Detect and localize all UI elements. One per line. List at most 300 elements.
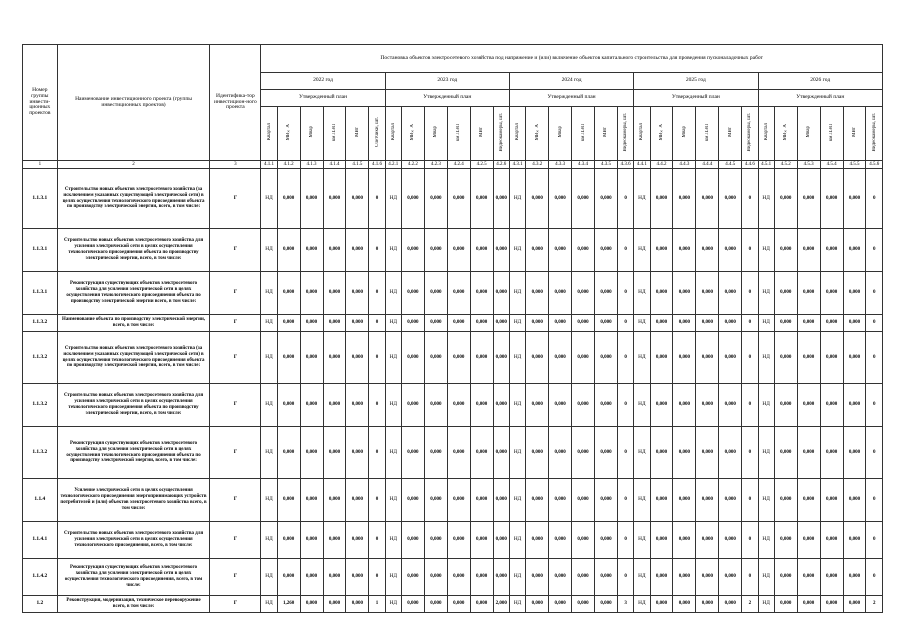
unit-header-0-5: [369, 107, 385, 161]
unit-header-3-5: [742, 107, 758, 161]
row-value-cell: 0,000: [843, 315, 866, 332]
row-value-cell: 0,000: [820, 169, 843, 229]
row-value-cell: 0,000: [346, 315, 369, 332]
table-row: [23, 522, 883, 559]
row-value-cell: НД: [385, 315, 401, 332]
approved-plan-header-0: Утвержденный план: [261, 90, 385, 107]
row-value-cell: 0: [617, 479, 633, 522]
column-number-cell: 4.4.4: [696, 161, 719, 169]
row-value-cell: 0,000: [424, 332, 447, 384]
row-value-cell: 0,000: [595, 522, 618, 559]
row-value-cell: НД: [758, 559, 774, 596]
row-value-cell: 0: [866, 332, 883, 384]
approved-plan-header-1: Утвержденный план: [385, 90, 509, 107]
unit-header-label: км ЛЭП: [704, 123, 710, 141]
row-value-cell: 0,000: [696, 427, 719, 479]
row-project-name: Наименование объекта по производству электрической энергии, всего, в том числе:: [57, 315, 210, 332]
row-value-cell: 0: [866, 315, 883, 332]
column-number-cell: 4.2.3: [424, 161, 447, 169]
row-value-cell: НД: [634, 169, 650, 229]
row-value-cell: 0,000: [774, 559, 797, 596]
row-value-cell: НД: [385, 522, 401, 559]
column-number-cell: 4.3.6: [617, 161, 633, 169]
unit-header-label: МВ×А: [534, 123, 540, 141]
row-value-cell: 0,000: [300, 272, 323, 315]
unit-header-label: Видеокамеры, шт.: [747, 112, 753, 152]
row-value-cell: НД: [509, 384, 525, 427]
row-value-cell: 0,000: [820, 229, 843, 272]
unit-header-label: МВт: [354, 127, 360, 138]
row-value-cell: 0,000: [424, 559, 447, 596]
row-value-cell: 0,000: [470, 427, 493, 479]
unit-header-label: км ЛЭП: [456, 123, 462, 141]
row-value-cell: 0: [742, 229, 758, 272]
table-row: [23, 479, 883, 522]
row-value-cell: 0,000: [774, 479, 797, 522]
row-value-cell: 0,000: [774, 522, 797, 559]
row-value-cell: 1: [369, 596, 385, 613]
unit-header-label: Видеокамеры, шт.: [623, 112, 629, 152]
row-value-cell: 0: [742, 559, 758, 596]
row-value-cell: 0,000: [323, 384, 346, 427]
investment-program-table: [22, 44, 883, 613]
table-row: [23, 169, 883, 229]
row-value-cell: 0,000: [493, 315, 509, 332]
row-value-cell: 0,000: [277, 427, 300, 479]
row-value-cell: НД: [634, 522, 650, 559]
row-value-cell: 0,000: [595, 479, 618, 522]
row-value-cell: НД: [509, 596, 525, 613]
row-value-cell: 0,000: [696, 332, 719, 384]
row-value-cell: НД: [634, 272, 650, 315]
row-value-cell: 0,000: [696, 479, 719, 522]
unit-header-label: МВт: [603, 127, 609, 138]
identifier-header: Идентифика-тор инвестицион-ного проекта: [210, 45, 261, 161]
row-value-cell: 0,000: [797, 559, 820, 596]
column-number-cell: 4.5.5: [843, 161, 866, 169]
unit-header-3-2: [673, 107, 696, 161]
row-value-cell: 0,000: [673, 272, 696, 315]
row-value-cell: 0,000: [595, 427, 618, 479]
row-value-cell: 0,000: [774, 596, 797, 613]
row-project-name: Реконструкция существующих объектов электросетевого хозяйства для усиления электрической сети в целях осуществления технологического присоединения, всего, в том числе:: [57, 559, 210, 596]
row-value-cell: 0,000: [549, 332, 572, 384]
row-value-cell: 0,000: [650, 559, 673, 596]
row-value-cell: 0,000: [820, 596, 843, 613]
row-value-cell: НД: [509, 559, 525, 596]
row-value-cell: 0,000: [843, 272, 866, 315]
row-value-cell: 0,000: [797, 384, 820, 427]
row-value-cell: 0,000: [526, 559, 549, 596]
row-value-cell: 0,000: [526, 427, 549, 479]
row-value-cell: 0,000: [595, 332, 618, 384]
row-value-cell: 0,000: [424, 522, 447, 559]
row-value-cell: 0,000: [820, 522, 843, 559]
row-value-cell: 0,000: [719, 479, 742, 522]
row-value-cell: 0: [742, 169, 758, 229]
unit-header-4-0: [758, 107, 774, 161]
unit-header-2-2: [549, 107, 572, 161]
unit-header-1-3: [447, 107, 470, 161]
row-value-cell: 0,000: [572, 384, 595, 427]
row-value-cell: 0,000: [300, 332, 323, 384]
unit-header-4-4: [843, 107, 866, 161]
row-value-cell: 0,000: [300, 522, 323, 559]
row-value-cell: НД: [261, 384, 277, 427]
row-value-cell: 2,000: [493, 596, 509, 613]
row-value-cell: 0,000: [277, 169, 300, 229]
row-value-cell: 0: [742, 479, 758, 522]
row-value-cell: 0,000: [300, 384, 323, 427]
row-value-cell: 0: [369, 522, 385, 559]
row-identifier: Г: [210, 479, 261, 522]
row-value-cell: 0,000: [300, 596, 323, 613]
unit-header-label: Мвар: [557, 126, 563, 138]
column-number-cell: 4.4.2: [650, 161, 673, 169]
column-number-cell: 4.5.1: [758, 161, 774, 169]
row-value-cell: 0,000: [572, 479, 595, 522]
row-value-cell: 0: [369, 272, 385, 315]
row-value-cell: 0,000: [797, 427, 820, 479]
row-value-cell: 0,000: [277, 332, 300, 384]
row-value-cell: 0,000: [673, 479, 696, 522]
row-value-cell: 0,000: [650, 272, 673, 315]
row-value-cell: 0,000: [493, 522, 509, 559]
row-value-cell: 0: [866, 384, 883, 427]
row-value-cell: 0,000: [820, 315, 843, 332]
row-value-cell: 0,000: [843, 332, 866, 384]
row-value-cell: 0,000: [549, 315, 572, 332]
row-value-cell: 0,000: [572, 169, 595, 229]
unit-header-label: Мвар: [433, 126, 439, 138]
row-value-cell: 0,000: [493, 559, 509, 596]
row-project-name: Усиление электрической сети в целях осуществления технологического присоединения энергопринимающих устройств потребителей и (или) объектов электросетевого хозяйства всего, в том числе:: [57, 479, 210, 522]
row-value-cell: 0,000: [424, 427, 447, 479]
row-value-cell: НД: [261, 332, 277, 384]
row-value-cell: 0,000: [300, 315, 323, 332]
unit-header-label: МВ×А: [783, 123, 789, 141]
year-header-0: 2022 год: [261, 73, 385, 90]
row-value-cell: 0,000: [774, 169, 797, 229]
row-project-name: Строительство новых объектов электросетевого хозяйства для усиления электрической сети в целях осуществления технологического присоединения, всего, в том числе:: [57, 522, 210, 559]
row-code: 1.1.4: [23, 479, 58, 522]
row-value-cell: 0,000: [526, 384, 549, 427]
row-value-cell: 0,000: [719, 522, 742, 559]
row-value-cell: 0,000: [595, 229, 618, 272]
row-value-cell: 0,000: [719, 169, 742, 229]
row-value-cell: 0,000: [323, 332, 346, 384]
row-identifier: Г: [210, 596, 261, 613]
row-value-cell: 0: [369, 169, 385, 229]
row-value-cell: 0,000: [470, 332, 493, 384]
row-value-cell: 0,000: [401, 522, 424, 559]
row-value-cell: НД: [385, 272, 401, 315]
row-value-cell: 0,000: [719, 332, 742, 384]
row-value-cell: 0: [742, 384, 758, 427]
row-code: 1.2: [23, 596, 58, 613]
row-value-cell: 0,000: [346, 559, 369, 596]
row-value-cell: 0,000: [797, 169, 820, 229]
row-value-cell: 0,000: [526, 272, 549, 315]
unit-header-label: Мвар: [806, 126, 812, 138]
row-value-cell: 0,000: [447, 315, 470, 332]
row-value-cell: 0,000: [549, 596, 572, 613]
unit-header-label: Квартал: [639, 123, 645, 141]
row-value-cell: 0,000: [447, 272, 470, 315]
row-value-cell: 0,000: [447, 427, 470, 479]
row-value-cell: 0,000: [696, 229, 719, 272]
row-value-cell: 0,000: [323, 169, 346, 229]
investment-table-document: [22, 44, 883, 613]
table-row: [23, 272, 883, 315]
row-value-cell: 1,260: [277, 596, 300, 613]
row-identifier: Г: [210, 315, 261, 332]
year-header-4: 2026 год: [758, 73, 883, 90]
row-value-cell: НД: [385, 384, 401, 427]
row-value-cell: НД: [758, 229, 774, 272]
column-number-cell: 4.2.2: [401, 161, 424, 169]
row-value-cell: 0,000: [595, 384, 618, 427]
unit-header-label: км ЛЭП: [829, 123, 835, 141]
row-value-cell: 0,000: [774, 315, 797, 332]
row-value-cell: 0,000: [549, 272, 572, 315]
row-value-cell: 0: [617, 169, 633, 229]
row-value-cell: 0,000: [401, 315, 424, 332]
row-value-cell: 0,000: [401, 332, 424, 384]
unit-header-0-2: [300, 107, 323, 161]
project-name-header: Наименование инвестиционного проекта (группы инвестиционных проектов): [57, 45, 210, 161]
row-value-cell: НД: [758, 596, 774, 613]
row-value-cell: 0,000: [797, 315, 820, 332]
row-value-cell: 0,000: [493, 427, 509, 479]
unit-header-2-3: [572, 107, 595, 161]
year-header-1: 2023 год: [385, 73, 509, 90]
row-value-cell: НД: [509, 229, 525, 272]
row-value-cell: 0,000: [424, 596, 447, 613]
column-number-cell: 4.3.2: [526, 161, 549, 169]
unit-header-label: Мвар: [681, 126, 687, 138]
row-identifier: Г: [210, 522, 261, 559]
row-value-cell: 0,000: [346, 272, 369, 315]
row-value-cell: 0,000: [820, 427, 843, 479]
row-value-cell: 0,000: [673, 169, 696, 229]
row-value-cell: НД: [509, 315, 525, 332]
table-row: [23, 427, 883, 479]
row-value-cell: 0,000: [493, 229, 509, 272]
row-value-cell: 0,000: [323, 522, 346, 559]
table-row: [23, 315, 883, 332]
row-value-cell: 0,000: [673, 427, 696, 479]
row-value-cell: 0: [866, 427, 883, 479]
row-value-cell: 0,000: [470, 315, 493, 332]
row-value-cell: 0,000: [650, 332, 673, 384]
row-value-cell: 2: [866, 596, 883, 613]
row-value-cell: 0,000: [401, 229, 424, 272]
column-number-cell: 4.4.1: [634, 161, 650, 169]
row-value-cell: 0,000: [277, 522, 300, 559]
column-number-cell: 4.2.6: [493, 161, 509, 169]
row-value-cell: 0,000: [424, 169, 447, 229]
year-header-2: 2024 год: [509, 73, 633, 90]
row-value-cell: 0,000: [673, 522, 696, 559]
row-value-cell: 0,000: [820, 479, 843, 522]
row-value-cell: 0: [742, 315, 758, 332]
row-project-name: Строительство новых объектов электросетевого хозяйства (за исключением указанных существующей электрической сети) в целях осуществления технологического присоединения объекта по производству электрической энергии, всего, в том числе:: [57, 169, 210, 229]
column-number-cell: 3: [210, 161, 261, 169]
row-value-cell: НД: [385, 479, 401, 522]
row-value-cell: 0: [617, 229, 633, 272]
row-value-cell: 0,000: [843, 384, 866, 427]
row-value-cell: 0,000: [346, 384, 369, 427]
unit-header-label: МВ×А: [658, 123, 664, 141]
row-value-cell: 0,000: [401, 559, 424, 596]
column-number-cell: 4.3.4: [572, 161, 595, 169]
row-value-cell: 0: [617, 522, 633, 559]
row-value-cell: 0,000: [549, 384, 572, 427]
unit-header-0-3: [323, 107, 346, 161]
row-value-cell: 0: [617, 315, 633, 332]
row-value-cell: 0,000: [820, 332, 843, 384]
row-value-cell: 0,000: [673, 332, 696, 384]
row-value-cell: 0,000: [470, 169, 493, 229]
row-value-cell: 0,000: [277, 315, 300, 332]
row-value-cell: 0,000: [447, 332, 470, 384]
row-value-cell: 0,000: [300, 427, 323, 479]
unit-header-label: Мвар: [309, 126, 315, 138]
row-project-name: Строительство новых объектов электросетевого хозяйства для усиления электрической сети в целях осуществления технологического присоединения объекта по производству электрической энергии, всего, в том числе:: [57, 229, 210, 272]
column-number-cell: 4.5.3: [797, 161, 820, 169]
row-value-cell: 0,000: [595, 169, 618, 229]
row-value-cell: 0,000: [401, 169, 424, 229]
approved-plan-header-2: Утвержденный план: [509, 90, 633, 107]
row-value-cell: НД: [261, 559, 277, 596]
row-value-cell: 0: [369, 479, 385, 522]
year-header-3: 2025 год: [634, 73, 758, 90]
unit-header-4-5: [866, 107, 883, 161]
row-code: 1.1.4.2: [23, 559, 58, 596]
row-value-cell: 0,000: [595, 315, 618, 332]
row-value-cell: 0: [742, 427, 758, 479]
row-value-cell: 0,000: [401, 596, 424, 613]
row-value-cell: 0,000: [572, 522, 595, 559]
column-number-cell: 4.3.3: [549, 161, 572, 169]
row-value-cell: 0,000: [401, 427, 424, 479]
row-value-cell: 0,000: [424, 384, 447, 427]
row-value-cell: НД: [385, 596, 401, 613]
row-value-cell: 0,000: [447, 229, 470, 272]
row-value-cell: 0,000: [424, 272, 447, 315]
row-value-cell: 0,000: [843, 427, 866, 479]
row-code: 1.1.3.2: [23, 427, 58, 479]
row-value-cell: 0,000: [300, 559, 323, 596]
row-value-cell: 0,000: [696, 384, 719, 427]
row-value-cell: 0,000: [572, 559, 595, 596]
column-number-cell: 4.2.1: [385, 161, 401, 169]
row-value-cell: 0,000: [300, 479, 323, 522]
column-number-cell: 4.1.4: [323, 161, 346, 169]
row-value-cell: 0: [866, 229, 883, 272]
row-value-cell: 0,000: [323, 427, 346, 479]
row-value-cell: 0: [369, 559, 385, 596]
row-value-cell: 0,000: [346, 332, 369, 384]
row-value-cell: НД: [634, 559, 650, 596]
row-value-cell: 0,000: [470, 384, 493, 427]
row-value-cell: НД: [261, 169, 277, 229]
row-value-cell: 0,000: [346, 427, 369, 479]
row-value-cell: 0,000: [719, 384, 742, 427]
row-value-cell: 0,000: [650, 479, 673, 522]
row-project-name: Реконструкция существующих объектов электросетевого хозяйства для усиления электрической сети в целях осуществления технологического присоединения объекта по производству электрической энергии, всего, в том числе:: [57, 427, 210, 479]
approved-plan-header-4: Утвержденный план: [758, 90, 883, 107]
row-code: 1.1.4.1: [23, 522, 58, 559]
row-value-cell: 0: [369, 427, 385, 479]
row-value-cell: 0,000: [447, 596, 470, 613]
row-value-cell: 0,000: [572, 315, 595, 332]
row-value-cell: 0,000: [719, 229, 742, 272]
row-value-cell: НД: [385, 229, 401, 272]
row-project-name: Строительство новых объектов электросетевого хозяйства (за исключением указанных существующей электрической сети) в целях осуществления технологического присоединения объекта по производству электрической энергии, всего, в том числе:: [57, 332, 210, 384]
row-value-cell: 0,000: [401, 479, 424, 522]
row-value-cell: 0,000: [673, 384, 696, 427]
row-value-cell: 0,000: [572, 272, 595, 315]
unit-header-0-4: [346, 107, 369, 161]
row-value-cell: НД: [261, 522, 277, 559]
unit-header-1-0: [385, 107, 401, 161]
row-value-cell: НД: [758, 272, 774, 315]
unit-header-1-2: [424, 107, 447, 161]
row-value-cell: 0,000: [346, 479, 369, 522]
row-value-cell: 0,000: [549, 229, 572, 272]
unit-header-1-4: [470, 107, 493, 161]
row-value-cell: 0,000: [526, 169, 549, 229]
table-row: [23, 384, 883, 427]
row-identifier: Г: [210, 427, 261, 479]
row-value-cell: 0: [866, 559, 883, 596]
row-value-cell: 0,000: [696, 559, 719, 596]
row-value-cell: 0,000: [323, 229, 346, 272]
row-value-cell: 0,000: [650, 315, 673, 332]
row-value-cell: 0,000: [843, 596, 866, 613]
row-value-cell: 0,000: [447, 384, 470, 427]
column-numbers-row: [23, 161, 883, 169]
row-value-cell: 0,000: [526, 315, 549, 332]
unit-header-label: МВт: [479, 127, 485, 138]
row-value-cell: НД: [509, 332, 525, 384]
unit-header-label: МВт: [852, 127, 858, 138]
row-value-cell: 0,000: [696, 522, 719, 559]
row-value-cell: 0,000: [595, 559, 618, 596]
row-value-cell: 0: [866, 479, 883, 522]
column-number-cell: 4.3.1: [509, 161, 525, 169]
row-value-cell: 0,000: [493, 332, 509, 384]
row-code: 1.1.3.1: [23, 272, 58, 315]
row-value-cell: 0,000: [673, 229, 696, 272]
row-value-cell: 0,000: [797, 522, 820, 559]
row-value-cell: 0,000: [526, 229, 549, 272]
row-value-cell: 0,000: [719, 315, 742, 332]
row-value-cell: НД: [261, 596, 277, 613]
table-row: [23, 229, 883, 272]
column-number-cell: 4.1.5: [346, 161, 369, 169]
row-value-cell: НД: [509, 272, 525, 315]
row-value-cell: 0: [617, 272, 633, 315]
row-value-cell: 0,000: [820, 559, 843, 596]
row-value-cell: 0,000: [447, 479, 470, 522]
row-value-cell: 0,000: [549, 479, 572, 522]
row-value-cell: 0,000: [277, 559, 300, 596]
row-project-name: Реконструкция существующих объектов электросетевого хозяйства для усиления электрической сети в целях осуществления технологического присоединения объекта по производству электрической энергии всего, в том числе:: [57, 272, 210, 315]
row-value-cell: 0,000: [843, 479, 866, 522]
